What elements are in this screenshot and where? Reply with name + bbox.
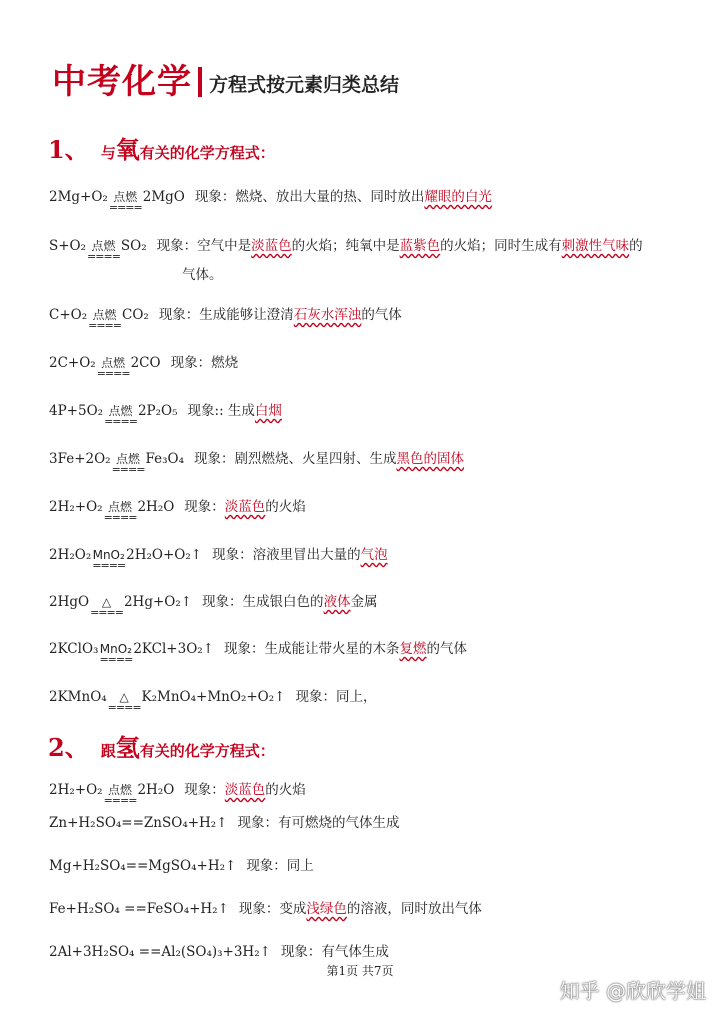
section-heading-oxygen (48, 130, 275, 165)
products: 2MgO (142, 189, 185, 205)
phenomenon-text: 现象： (184, 782, 225, 798)
phenomenon (295, 689, 376, 705)
condition-label: MnO₂ (92, 548, 125, 562)
reactants: 2Mg+O₂ (49, 189, 108, 205)
equation-line (49, 545, 388, 570)
phenomenon-text: 现象：同上， (295, 689, 377, 705)
products: Fe₃O₄ (145, 451, 184, 467)
phenomenon-text: 现象：变成 (238, 901, 307, 917)
phenomenon (202, 594, 378, 610)
phenomenon (184, 499, 306, 515)
condition-label: △ (101, 595, 112, 609)
equation-line (49, 305, 402, 330)
chemical-equation (49, 401, 178, 426)
equals-sign: ==== (108, 201, 142, 214)
reaction-condition (112, 454, 145, 474)
phenomenon-text: 现象：有气体生成 (280, 944, 389, 960)
equation-line (49, 401, 282, 426)
equation-line (49, 639, 467, 664)
reactants: 2H₂O₂ (49, 547, 92, 563)
chemical-equation (49, 856, 236, 876)
reaction-condition (88, 310, 121, 330)
chemical-equation (49, 639, 214, 664)
condition-label: 点燃 (91, 239, 116, 253)
equation-line (49, 780, 306, 805)
phenomenon-text: 的气体 (426, 641, 467, 657)
reaction-condition (104, 406, 137, 426)
phenomenon-text: 现象：生成能够让澄清 (158, 307, 294, 323)
products: 2Hg+O₂↑ (123, 594, 193, 610)
phenomenon-text: 现象:: 生成 (187, 403, 255, 419)
chemical-equation (49, 687, 285, 712)
highlight-keyword: 淡蓝色 (251, 238, 292, 254)
reactants: C+O₂ (49, 307, 88, 323)
chemical-equation (49, 545, 202, 570)
products: 2CO (130, 355, 161, 371)
equals-sign: ==== (103, 511, 137, 524)
chemical-equation (49, 813, 228, 833)
reactants: 2H₂+O₂ (49, 782, 103, 798)
condition-label: △ (119, 690, 129, 704)
equation-line (49, 856, 314, 876)
products: SO₂ (120, 238, 147, 254)
reactants: 2HgO (49, 594, 90, 610)
equals-sign: ==== (107, 701, 141, 714)
watermark: 知乎 @欣欣学姐 (559, 979, 706, 1003)
section-element: 氢 (115, 733, 140, 762)
section-suffix: 有关的化学方程式： (139, 144, 275, 162)
products: K₂MnO₄+MnO₂+O₂↑ (141, 689, 286, 705)
reactants: 3Fe+2O₂ (49, 451, 111, 467)
equals-sign: ==== (92, 559, 126, 572)
phenomenon-text: 现象：有可燃烧的气体生成 (237, 815, 400, 831)
phenomenon (184, 782, 306, 798)
chemical-equation (49, 780, 174, 805)
phenomenon (194, 451, 464, 467)
reactants: Mg+H₂SO₄==MgSO₄+H₂↑ (49, 858, 237, 874)
phenomenon (188, 403, 282, 419)
phenomenon (239, 901, 482, 917)
chemical-equation (49, 942, 271, 962)
equation-line (49, 687, 376, 712)
highlight-keyword: 蓝紫色 (399, 238, 441, 254)
highlight-keyword: 淡蓝色 (224, 782, 266, 798)
phenomenon-text: 现象：生成能让带火星的木条 (223, 641, 400, 657)
highlight-keyword: 气泡 (360, 547, 388, 563)
section-number: 2、 (48, 733, 89, 762)
chemical-equation (49, 497, 174, 522)
page-footer: 第1页 共7页 (326, 964, 394, 978)
equals-sign: ==== (87, 250, 120, 263)
phenomenon-text: 的气体 (361, 307, 402, 323)
equals-sign: ==== (88, 319, 121, 332)
equation-line (49, 236, 643, 261)
condition-label: MnO₂ (99, 642, 132, 656)
page-title (52, 62, 399, 102)
equals-sign: ==== (103, 794, 137, 807)
phenomenon (212, 547, 388, 563)
reaction-condition (108, 692, 141, 712)
title-subtitle: 方程式按元素归类总结 (209, 74, 400, 96)
phenomenon (246, 858, 314, 874)
condition-label: 点燃 (101, 356, 126, 370)
reactants: 4P+5O₂ (49, 403, 104, 419)
reaction-condition (87, 241, 120, 261)
chemical-equation (49, 187, 185, 212)
section-prefix: 与 (100, 144, 116, 162)
phenomenon-text: 金属 (350, 594, 378, 610)
reactants: 2H₂+O₂ (49, 499, 103, 515)
products: 2H₂O (137, 499, 175, 515)
chemical-equation (49, 305, 149, 330)
condition-label: 点燃 (113, 190, 138, 204)
phenomenon-text: 现象：溶液里冒出大量的 (212, 547, 361, 563)
reactants: 2Al+3H₂SO₄ ==Al₂(SO₄)₃+3H₂↑ (49, 944, 271, 960)
phenomenon (238, 815, 400, 831)
phenomenon-text: 现象：空气中是 (156, 238, 252, 254)
reaction-condition (97, 358, 130, 378)
reaction-condition (90, 597, 123, 617)
equation-line (49, 813, 400, 833)
phenomenon-text: 现象：燃烧 (170, 355, 239, 371)
phenomenon (281, 944, 389, 960)
equation-line (49, 899, 482, 919)
condition-label: 点燃 (108, 500, 133, 514)
products: 2P₂O₅ (137, 403, 178, 419)
phenomenon-text: 的 (629, 238, 643, 254)
highlight-keyword: 耀眼的白光 (424, 189, 492, 205)
phenomenon-text: 现象：燃烧、放出大量的热、同时放出 (194, 189, 425, 205)
condition-label: 点燃 (108, 404, 133, 418)
reactants: S+O₂ (49, 238, 87, 254)
phenomenon-text: 现象：剧烈燃烧、火星四射、生成 (193, 451, 397, 467)
section-heading-hydrogen (48, 728, 275, 763)
highlight-keyword: 刺激性气味 (561, 238, 630, 254)
products: 2H₂O (137, 782, 175, 798)
reactants: 2C+O₂ (49, 355, 96, 371)
reactants: 2KClO₃ (49, 641, 99, 657)
chemical-equation (49, 592, 192, 617)
products: 2H₂O+O₂↑ (126, 547, 203, 563)
equals-sign: ==== (111, 463, 145, 476)
section-element: 氧 (115, 135, 140, 164)
products: CO₂ (122, 307, 149, 323)
title-divider (198, 67, 202, 97)
reaction-condition (104, 502, 137, 522)
equation-line (49, 449, 464, 474)
equation-line (49, 187, 492, 212)
phenomenon-text: 现象： (184, 499, 225, 515)
condition-label: 点燃 (92, 308, 117, 322)
phenomenon (171, 355, 239, 371)
equals-sign: ==== (90, 606, 123, 619)
highlight-keyword: 石灰水浑浊 (293, 307, 362, 323)
reaction-condition (99, 644, 132, 664)
equation-line (49, 942, 389, 962)
highlight-keyword: 液体 (323, 594, 351, 610)
phenomenon-text: 的火焰 (265, 499, 306, 515)
equation-continuation: 气体。 (182, 267, 223, 283)
highlight-keyword: 复燃 (399, 641, 427, 657)
reactants: Fe+H₂SO₄ ==FeSO₄+H₂↑ (49, 901, 229, 917)
section-number: 1、 (48, 135, 89, 164)
equation-line (49, 497, 306, 522)
highlight-keyword: 浅绿色 (306, 901, 347, 917)
reactants: 2KMnO₄ (49, 689, 107, 705)
chemical-equation (49, 449, 184, 474)
phenomenon-text: 现象：同上 (246, 858, 314, 874)
equation-line (49, 353, 238, 378)
chemical-equation (49, 353, 161, 378)
products: 2KCl+3O₂↑ (133, 641, 214, 657)
highlight-keyword: 白烟 (254, 403, 282, 419)
phenomenon-text: 的火焰；纯氧中是 (291, 238, 400, 254)
reaction-condition (109, 192, 142, 212)
chemical-equation (49, 236, 147, 261)
phenomenon (159, 307, 402, 323)
highlight-keyword: 淡蓝色 (224, 499, 266, 515)
phenomenon-text: 现象：生成银白色的 (202, 594, 324, 610)
equals-sign: ==== (96, 367, 130, 380)
reactants: Zn+H₂SO₄==ZnSO₄+H₂↑ (49, 815, 228, 831)
title-main: 中考化学 (52, 62, 192, 102)
equals-sign: ==== (104, 415, 137, 428)
section-prefix: 跟 (100, 742, 116, 760)
condition-label: 点燃 (116, 452, 141, 466)
phenomenon-text: 的火焰 (265, 782, 306, 798)
highlight-keyword: 黑色的固体 (396, 451, 464, 467)
phenomenon (157, 238, 643, 254)
phenomenon-text: 的火焰；同时生成有 (440, 238, 562, 254)
equation-line (49, 592, 378, 617)
equals-sign: ==== (99, 653, 133, 666)
section-suffix: 有关的化学方程式： (139, 742, 275, 760)
reaction-condition (92, 550, 125, 570)
chemical-equation (49, 899, 229, 919)
reaction-condition (104, 785, 137, 805)
phenomenon (224, 641, 467, 657)
phenomenon (195, 189, 492, 205)
condition-label: 点燃 (108, 783, 133, 797)
phenomenon-text: 的溶液，同时放出气体 (346, 901, 482, 917)
